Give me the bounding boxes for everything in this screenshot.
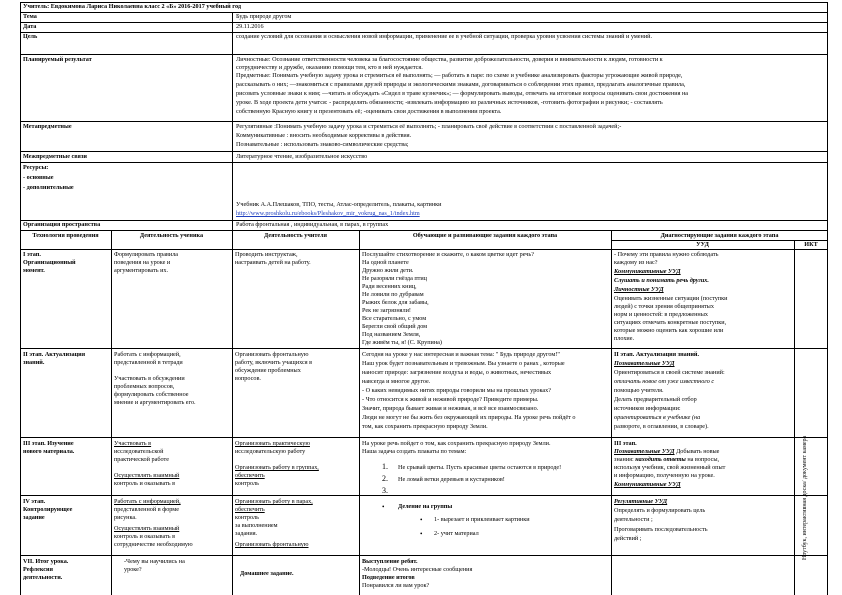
resources-value: Учебник А.А.Плешаков, ТПО, тесты, Атлас-определитель, плакаты, картинки: [236, 201, 442, 208]
stage1-task: Рыжих белок для забавы,: [362, 299, 429, 306]
stage7-student: -Чему вы научились на: [124, 558, 185, 565]
stage2-task: Значит, природа бывает живая и неживая, и всё все взаимосвязано.: [362, 405, 539, 412]
planned-line: сотрудничеству и дружбе, оказанию помощи тем, кто в ней нуждается.: [236, 64, 423, 71]
stage2-task: - Что относится к живой и неживой природе? Приведите примеры.: [362, 396, 539, 403]
stage4-task-item: 1- вырезает и приклеивает картинки: [434, 516, 530, 523]
stage3-teacher: контроль: [235, 480, 259, 487]
stage3-diag: III этап.: [614, 440, 637, 447]
stage2-teacher: вопросов.: [235, 375, 261, 382]
stage2-diag: помощью учителя.: [614, 387, 664, 394]
stage1-task: Не ловили по дубравам: [362, 291, 424, 298]
stage1-task: Рек не загрязняли!: [362, 307, 411, 314]
col-teacher: Деятельность учителя: [264, 232, 327, 239]
stage3-list-item: Не срывай цветы. Пусть красивые цветы остаются в природе!: [398, 464, 562, 471]
date-value: 29.11.2016: [236, 23, 264, 30]
planned-line: уроке. В ходе проекта дети учатся: - распределять обязанности; -извлекать информацию из различных источников, -готовить фотографии и рисунки; - составлять: [236, 99, 663, 106]
meta-line: Коммуникативные : вносить необходимые коррективы в действия.: [236, 132, 412, 139]
interdisc-value: Литературное чтение, изобразительное искусство: [236, 153, 368, 160]
stage1-teacher: настраивать детей на работу.: [235, 259, 311, 266]
stage2-name: II этап. Актуализация: [23, 351, 86, 358]
stage4-teacher: Организовать фронтальную: [235, 541, 309, 548]
stage3-list-num: 1.: [382, 462, 388, 471]
date-label: Дата: [23, 23, 37, 30]
stage2-task: навсегда и многое другое.: [362, 378, 431, 385]
stage7-task: Подведение итогов: [362, 574, 415, 581]
stage2-diag: ориентироваться в учебнике (на: [614, 414, 701, 421]
stage4-diag: деятельности ;: [614, 516, 653, 523]
stage2-student: формулировать собственное: [114, 391, 189, 398]
interdisc-label: Межпредметные связи: [23, 153, 87, 160]
stage7-task: Понравился ли вам урок?: [362, 582, 430, 589]
stage1-diag-heading: Коммуникативные УУД: [614, 268, 681, 275]
stage1-diag: плохие.: [614, 335, 635, 342]
stage1-diag: Слушать и понимать речь других.: [614, 277, 709, 284]
stage4-teacher: Организовать работу в парах,: [235, 498, 313, 505]
stage4-student: представленной в форме: [114, 506, 179, 513]
stage4-diag: Определять и формулировать цель: [614, 507, 706, 514]
organization-label: Организация пространства: [23, 221, 101, 228]
stage3-student: [114, 440, 151, 448]
stage2-student: Участвовать в обсуждении: [114, 375, 185, 382]
stage4-name: Контролирующее: [23, 506, 73, 513]
stage7-task: Выступление ребят.: [362, 558, 418, 565]
planned-line: Предметные: Понимать учебную задачу урока и стремиться её выполнять; — работать в паре: по схеме и учебнике анализировать факторы угрожающие живой природе,: [236, 72, 683, 79]
stage3-list-num: 3.: [382, 486, 388, 495]
stage1-task: Дружно жили дети.: [362, 267, 414, 274]
stage2-task: том, как сохранить прекрасную природу Земли.: [362, 423, 488, 430]
bullet-icon: •: [382, 503, 385, 511]
meta-line: Регулятивные :Понимать учебную задачу урока и стремиться её выполнять; - планировать своё действие в соответствии с поставленной задачей;-: [236, 123, 622, 130]
stage1-diag: Оценивать жизненные ситуации (поступки: [614, 295, 728, 302]
stage1-task: Берегли свой общий дом: [362, 323, 428, 330]
stage3-student: Осуществлять взаимный: [114, 472, 180, 479]
stage2-teacher: работу, включить учащихся в: [235, 359, 313, 366]
stage1-task: Ради весенних книц,: [362, 283, 417, 290]
stage7-teacher: Домашнее задание.: [240, 570, 294, 577]
stage4-student: сотрудничестве необходимую: [114, 541, 193, 548]
stage2-diag: Делать предварительный отбор: [614, 396, 697, 403]
stage1-diag: ситуациях отмечать конкретные поступки,: [614, 319, 727, 326]
stage2-diag: развороте, в оглавлении, в словаре).: [614, 423, 709, 430]
stage1-student: аргументировать их.: [114, 267, 169, 274]
resources-basic: - основные: [23, 174, 54, 181]
stage4-teacher: контроль: [235, 514, 259, 521]
stage3-diag: используя учебник, свой жизненный опыт: [614, 464, 726, 471]
stage4-student: Осуществлять взаимный: [114, 525, 180, 532]
stage2-task: - О каких невидимых нитях природы говорили мы на прошлых уроках?: [362, 387, 551, 394]
planned-line: рассказывать о них; —знакомиться с правилами друзей природы и экологическими знаками, договариваться о соблюдении этих правил, предлагать аналогичные правила,: [236, 81, 686, 88]
stage3-student: контроль и оказывать в: [114, 480, 176, 487]
stage1-student: поведения на уроке и: [114, 259, 171, 266]
col-uud: УУД: [696, 241, 709, 248]
stage3-teacher: Организовать практическую: [235, 440, 310, 447]
stage3-diag-heading: Познавательные УУД: [614, 448, 675, 455]
stage2-student: мнение и аргументировать его.: [114, 399, 196, 406]
stage1-task: Все старательно, с умом: [362, 315, 427, 322]
stage4-teacher: обеспечить: [235, 506, 265, 513]
stage2-teacher: обсуждение проблемных: [235, 367, 301, 374]
stage3-teacher: исследовательскую работу: [235, 448, 306, 455]
stage1-task: Где живём ты, я! (С. Крупина): [362, 339, 442, 346]
resources-link[interactable]: http://www.proshkolu.ru/ebooks/Pleshakov_mir_vokrug_nas_1/index.htm: [236, 210, 420, 217]
stage2-task: Наш урок будет познавательным и тревожным. Вы узнаете о ранах , которые: [362, 360, 565, 367]
stage1-teacher: Проводить инструктаж,: [235, 251, 298, 258]
stage3-task: Наша задача создать плакаты по темам:: [362, 448, 467, 455]
topic-label: Тема: [23, 13, 37, 20]
bullet-icon: •: [420, 516, 423, 524]
stage2-task: наносит природе: загрязнение воздуха и воды, о животных, нечестивых: [362, 369, 552, 376]
stage4-task-title: Деление на группы: [398, 503, 453, 510]
resources-label: Ресурсы:: [23, 164, 49, 171]
col-diag: Диагностирующие задания каждого этапа: [660, 232, 779, 239]
stage3-list-num: 2.: [382, 474, 388, 483]
stage2-teacher: Организовать фронтальную: [235, 351, 309, 358]
resources-extra: - дополнительные: [23, 184, 74, 191]
meta-line: Познавательные : использовать знаково-символические средства;: [236, 141, 409, 148]
stage2-task: Сегодня на уроке у нас интересная и важная тема: " Будь природе другом!": [362, 351, 560, 358]
stage1-task: На одной планете: [362, 259, 409, 266]
stage7-name: VII. Итог урока.: [23, 558, 69, 565]
stage4-student: рисунка.: [114, 514, 137, 521]
stage3-teacher: Организовать работу в группах,: [235, 464, 319, 471]
stage4-student: контроль и оказывать в: [114, 533, 176, 540]
stage2-student: проблемных вопросов,: [114, 383, 175, 390]
goal-value: создание условий для осознания и осмысления новой информации, применение ее в учебной ситуации, проверка уровня усвоения системы знаний и умений.: [236, 33, 653, 40]
stage7-task: -Молодцы! Очень интересные сообщения: [362, 566, 473, 573]
stage1-name: Организационный: [23, 259, 76, 266]
stage2-student: Работать с информацией,: [114, 351, 181, 358]
stage4-task-item: 2- учит материал: [434, 530, 479, 537]
stage1-diag: норм и ценностей: в предложенных: [614, 311, 708, 318]
stage2-diag: отличать новое от уже известного с: [614, 378, 715, 385]
stage3-student-underlined: Участвовать в: [114, 440, 152, 447]
stage3-name: III этап. Изучение: [23, 440, 74, 447]
stage4-name: IV этап.: [23, 498, 46, 505]
stage4-diag: Проговаривать последовательность: [614, 526, 708, 533]
stage2-student: представленной в тетради: [114, 359, 183, 366]
goal-label: Цель: [23, 33, 38, 40]
stage2-diag: Ориентироваться в своей системе знаний:: [614, 369, 725, 376]
col-tech: Технология проведения: [32, 232, 99, 239]
stage2-task: Люди не могут не бы жить без окружающей их природы. На уроке речь пойдёт о: [362, 414, 576, 421]
stage1-diag: людей) с точки зрения общепринятых: [614, 303, 714, 310]
teacher-line: Учитель: Евдокимова Лариса Николаевна класс 2 «Б» 2016-2017 учебный год: [23, 3, 241, 10]
stage2-diag: II этап. Актуализация знаний.: [614, 351, 700, 358]
stage2-diag: источников информации:: [614, 405, 681, 412]
stage3-diag: Познавательные УУД Добывать новые: [614, 448, 720, 455]
planned-line: собственную Красную книгу и презентовать её; -оценивать свои достижения в выполнении проекта.: [236, 108, 502, 115]
stage3-diag-emph: находить ответы: [635, 456, 686, 463]
topic-value: Будь природе другом: [236, 13, 292, 20]
stage3-task: На уроке речь пойдет о том, как сохранить прекрасную природу Земли.: [362, 440, 551, 447]
stage7-student: уроке?: [124, 566, 142, 573]
stage1-task: Послушайте стихотворение и скажите, о каком цветке идет речь?: [362, 251, 534, 258]
planned-label: Планируемый результат: [23, 56, 92, 63]
stage4-teacher: задания.: [235, 530, 258, 537]
stage7-name: деятельности.: [23, 574, 63, 581]
stage1-name: момент.: [23, 267, 45, 274]
stage3-diag: и информацию, полученную на уроке.: [614, 472, 715, 479]
stage3-list-item: Не ломай ветки деревьев и кустарников!: [398, 476, 505, 483]
stage1-diag: - Почему эти правила нужно соблюдать: [614, 251, 719, 258]
stage4-student: Работать с информацией,: [114, 498, 181, 505]
stage7-name: Рефлексия: [23, 566, 53, 573]
bullet-icon: •: [420, 530, 423, 538]
stage3-ikt: Ноутбук, интерактивная доска/ документ камера: [802, 435, 808, 560]
stage4-diag: действий ;: [614, 535, 642, 542]
stage1-name: I этап.: [23, 251, 41, 258]
stage2-name: знаний.: [23, 359, 45, 366]
stage2-diag-heading: Познавательные УУД: [614, 360, 675, 367]
meta-label: Метапредметные: [23, 123, 72, 130]
col-tasks: Обучающие и развивающие задания каждого этапа: [412, 232, 558, 239]
stage3-name: нового материала.: [23, 448, 75, 455]
planned-line: рисовать условные знаки к ним; —читать и обсуждать «Сидел в траве кузнечик»; — формулировать выводы, отвечать на итоговые вопросы оценивать свои достижения на: [236, 90, 689, 97]
stage1-task: Под названием Земля,: [362, 331, 421, 338]
stage3-teacher: обеспечить: [235, 472, 265, 479]
stage3-diag-heading: Коммуникативные УУД: [614, 481, 681, 488]
stage3-student: практической работе: [114, 456, 169, 463]
stage1-diag: каждому из нас?: [614, 259, 658, 266]
stage3-student: исследовательской: [114, 448, 164, 455]
organization-value: Работа фронтальная , индивидуальная, в парах, в группах: [236, 221, 389, 228]
col-ikt: ИКТ: [804, 241, 818, 248]
stage1-diag: которые можно оценить как хорошие или: [614, 327, 724, 334]
stage3-diag: знания: находить ответы на вопросы,: [614, 456, 720, 463]
stage1-student: Формулировать правила: [114, 251, 179, 258]
stage4-diag-heading: Регулятивные УУД: [614, 498, 668, 505]
planned-line: Личностные: Осознание ответственности человека за благосостояние общества, развитие доброжелательности, доверия и внимательности к людям, готовности к: [236, 56, 663, 63]
stage4-name: задание: [23, 514, 45, 521]
stage1-diag-heading: Личностные УУД: [614, 286, 664, 293]
stage1-task: Не разоряли гнёзда птиц: [362, 275, 427, 282]
stage4-teacher: за выполнением: [235, 522, 278, 529]
col-student: Деятельность ученика: [139, 232, 204, 239]
